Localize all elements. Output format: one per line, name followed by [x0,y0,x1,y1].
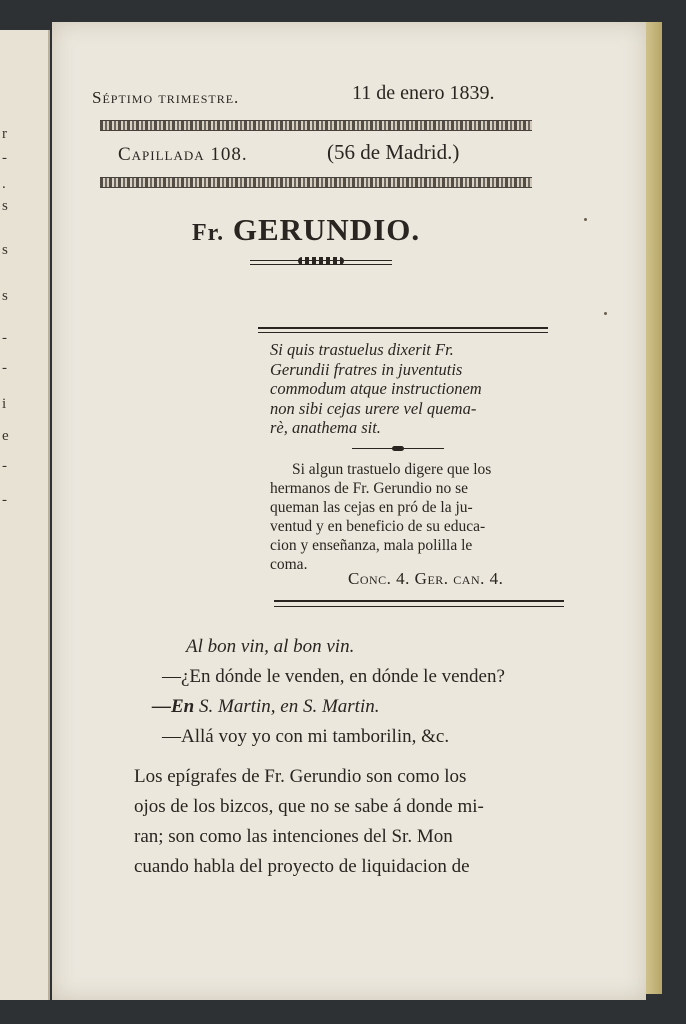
facing-page-fragment: s [2,198,8,214]
verse-line-3-text: S. Martin, en S. Martin. [199,696,380,717]
facing-page-fragment: - [2,360,7,376]
latin-line: non sibi cejas urere vel quema- [270,398,477,418]
facing-page-fragment: e [2,428,9,444]
spanish-line: coma. [270,556,308,573]
masthead-prefix: Fr. [192,220,225,246]
spanish-line: Si algun trastuelo digere que los [292,461,492,478]
facing-page-fragment: s [2,288,8,304]
epigraph-divider [352,448,444,451]
facing-page [0,30,50,1000]
masthead-title [192,212,420,248]
body-line: cuando habla del proyecto de liquidacion de [134,856,470,877]
latin-line: commodum atque instructionem [270,379,482,398]
facing-page-fragment: r [2,126,7,142]
verse-line-2: —¿En dónde le venden, en dónde le venden? [162,666,505,687]
article-body [134,762,582,882]
spanish-line: ventud y en beneficio de su educa- [270,518,486,535]
epigraph-bottom-rule [274,600,564,607]
spanish-epigraph [270,460,566,574]
facing-page-fragment: - [2,330,7,346]
newspaper-page [52,22,646,1000]
paper-spot [604,312,607,315]
body-line: ran; son como las intenciones del Sr. Mon [134,826,453,847]
ornamental-band [100,177,532,188]
verse-line-4: —Allá voy yo con mi tamborilin, &c. [162,726,450,747]
facing-page-fragment: s [2,242,8,258]
title-ornament [250,260,392,265]
capillada-number: Capillada 108. [118,144,248,165]
spanish-line: hermanos de Fr. Gerundio no se [270,480,469,497]
verse-line-1: Al bon vin, al bon vin. [186,636,355,657]
madrid-number: (56 de Madrid.) [327,140,460,164]
paper-spot [584,218,587,221]
epigraph-top-rule [258,327,548,333]
masthead-name: GERUNDIO. [232,212,421,247]
facing-page-fragment: . [2,176,6,192]
verse-dash-lead: —En [152,696,195,717]
latin-line: Gerundii fratres in juventutis [270,359,463,379]
facing-page-fragment: - [2,150,7,166]
spanish-line: cion y enseñanza, mala polilla le [270,537,473,554]
latin-line: Si quis trastuelus dixerit Fr. [270,340,454,359]
spanish-line: queman las cejas en pró de la ju- [270,499,473,516]
issue-label: Séptimo trimestre. [92,88,240,107]
latin-epigraph [270,340,570,438]
issue-date: 11 de enero 1839. [352,82,495,104]
facing-page-fragment: i [2,396,7,412]
body-line: ojos de los bizcos, que no se sabe á donde mi- [134,796,484,817]
facing-page-fragment: - [2,492,7,508]
body-line: Los epígrafes de Fr. Gerundio son como los [134,766,467,787]
verse-line-3 [152,696,380,718]
latin-line: rè, anathema sit. [270,418,381,437]
facing-page-fragment: - [2,458,7,474]
ornamental-band [100,120,532,131]
epigraph-source: Conc. 4. Ger. can. 4. [348,569,504,588]
